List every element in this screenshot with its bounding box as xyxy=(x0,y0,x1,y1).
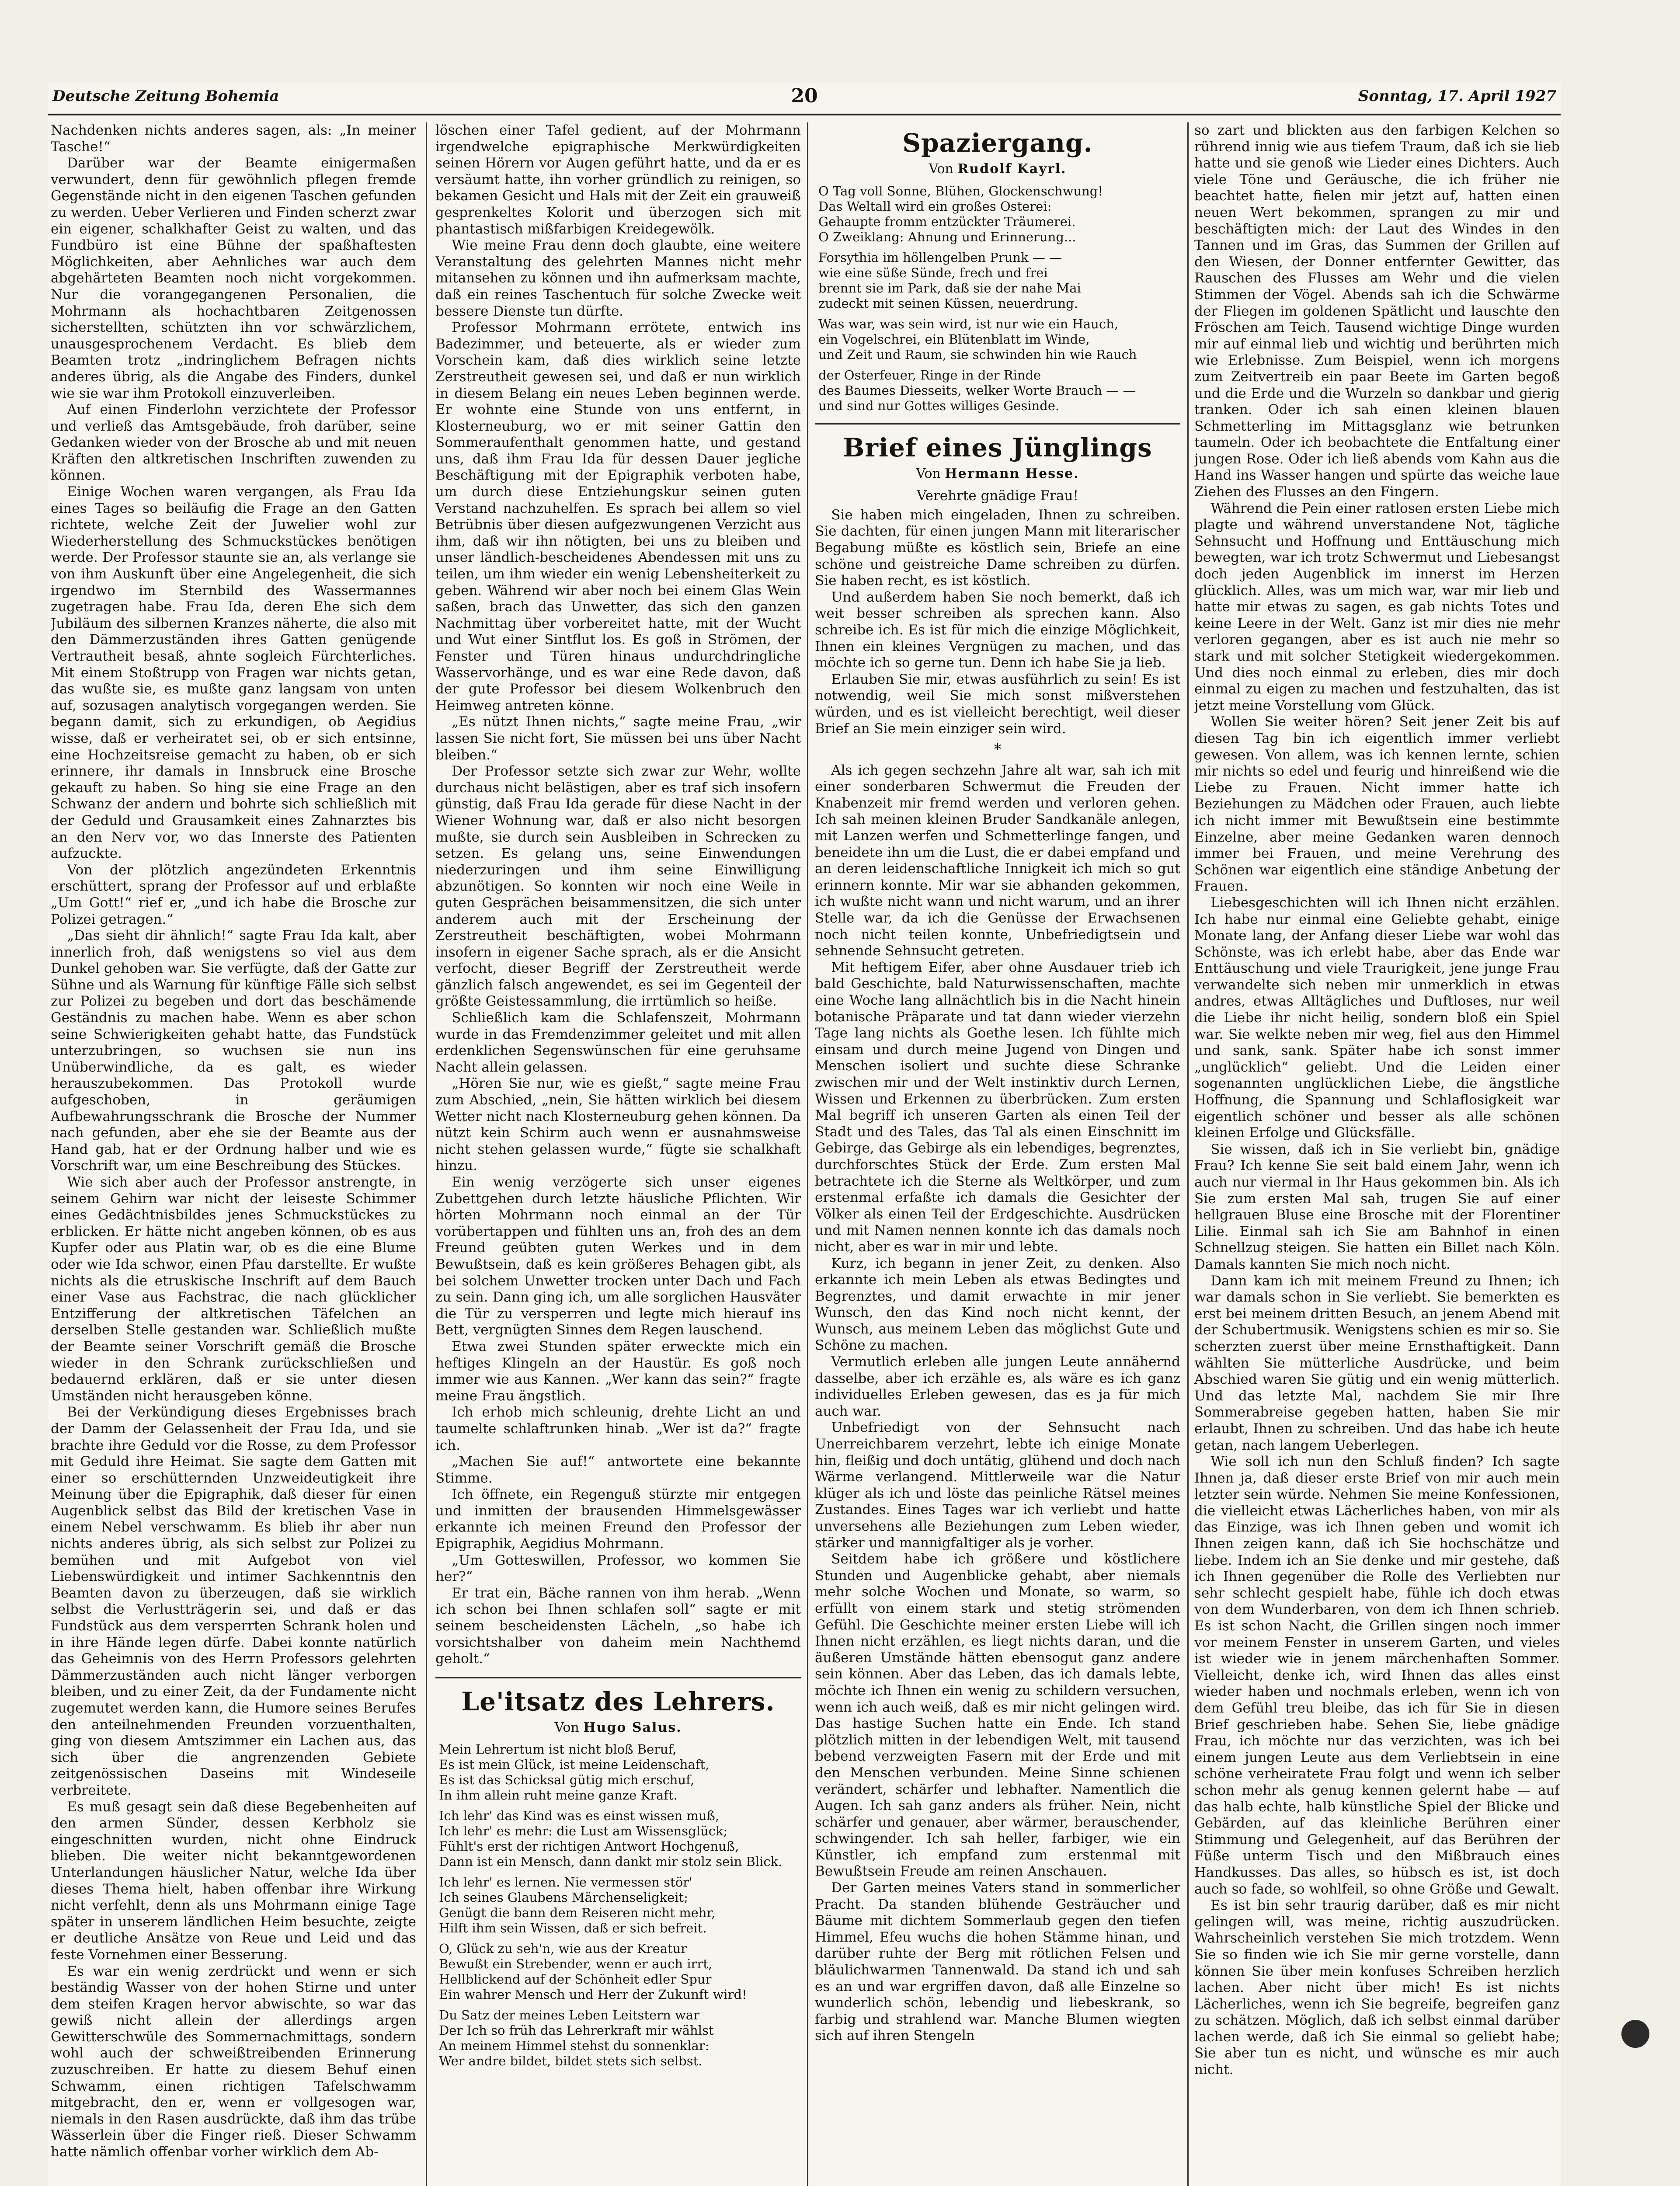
paragraph: Wie meine Frau denn doch glaubte, eine weitere Veranstaltung des gelehrten Mannes nicht mehr mitansehen zu können und ihn aufmerksam machte, daß ein reines Taschentuch für solche Zwecke weit bessere Dienste tun dürfte. xyxy=(435,237,801,319)
column-3 xyxy=(815,122,1180,2186)
verse-line: Du Satz der meines Leben Leitstern war xyxy=(439,2008,699,2023)
paragraph: löschen einer Tafel gedient, auf der Mohrmann irgendwelche epigraphische Merkwürdigkeiten seinen Hörern vor Augen geführt hatte, und da er es versäumt hatte, ihn vorher gründlich zu reinigen, so bekamen Gesicht und Hals mit der Zeit ein grauweiß gesprenkeltes Kolorit und überzogen sich mit phantastisch mißfarbigen Kreidegewölk. xyxy=(435,122,801,237)
verse-line: Es ist mein Glück, ist meine Leidenschaft, xyxy=(439,1757,710,1772)
poem-byline xyxy=(435,1720,801,1736)
masthead xyxy=(48,83,1561,115)
verse-line: Ein wahrer Mensch und Herr der Zukunft wird! xyxy=(439,1987,747,2002)
byline-prefix: Von xyxy=(554,1720,579,1735)
section-divider xyxy=(435,1677,801,1678)
verse-line: Was war, was sein wird, ist nur wie ein Hauch, xyxy=(818,316,1118,331)
paragraph: „Das sieht dir ähnlich!“ sagte Frau Ida kalt, aber innerlich froh, daß wenigstens so viel aus dem Dunkel gehoben war. Sie verfügte, daß der Gatte zur Sühne und als Warnung für künftige Fälle sich selbst zur Polizei zu begeben und dort das beschämende Geständnis zu machen habe. Wenn es aber schon seine Schwierigkeiten gehabt hatte, das Fundstück unterzubringen, so wuchsen sie nun ins Unüberwindliche, da es galt, es wieder herauszubekommen. Das Protokoll wurde aufgeschoben, in geräumigen Aufbewahrungsschrank die Brosche der Nummer nach gefunden, aber ehe sie der Beamte aus der Hand gab, hat er der Ordnung halber und wie es Vorschrift war, um eine Beschreibung des Stückes. xyxy=(51,928,416,1174)
verse-line: Wer andre bildet, bildet stets sich selbst. xyxy=(439,2054,703,2069)
column-1 xyxy=(51,122,416,2186)
stanza xyxy=(818,317,1180,362)
poem-author: Hugo Salus. xyxy=(583,1720,682,1735)
verse-line: Hilft ihm sein Wissen, daß er sich befreit. xyxy=(439,1921,707,1936)
verse-line: Fühlt's erst der richtigen Antwort Hochgenuß, xyxy=(439,1839,739,1854)
section-asterisk: * xyxy=(994,741,1002,759)
paragraph: Er trat ein, Bäche rannen von ihm herab. „Wenn ich schon bei Ihnen schlafen soll“ sagte er mit seinem bescheidensten Lächeln, „so habe ich vorsichtshalber von daheim mein Nachthemd geholt.“ xyxy=(435,1585,801,1667)
paragraph: Mit heftigem Eifer, aber ohne Ausdauer trieb ich bald Geschichte, bald Naturwissenschaften, machte eine Woche lang allnächtlich bis in die Nacht hinein botanische Präparate und tat dann wieder vierzehn Tage lang nichts als Goethe lesen. Ich fühlte mich einsam und durch meine Jugend von Dingen und Menschen isoliert und suchte diese Schranke zwischen mir und der Welt instinktiv durch Lernen, Wissen und Erkennen zu überbrücken. Zum ersten Mal begriff ich unseren Garten als einen Teil der Stadt und des Tales, das Tal als einen Einschnitt im Gebirge, das Gebirge als ein lebendiges, begrenztes, durchforschtes Stück der Erde. Zum ersten Mal betrachtete ich die Sterne als Weltkörper, und zum erstenmal erfaßte ich damals die Gesichter der Völker als einen Teil der Erdgeschichte. Ausdrücken und mit Namen nennen konnte ich das damals noch nicht, aber es war in mir und lebte. xyxy=(815,959,1180,1255)
paragraph: Einige Wochen waren vergangen, als Frau Ida eines Tages so beiläufig die Frage an den Gatten richtete, welche Zeit der Juwelier wohl zur Wiederherstellung des Schmuckstückes benötigen werde. Der Professor staunte sie an, als verlange sie von ihm Auskunft über eine Angelegenheit, die sich irgendwo im Sternbild des Wassermannes zugetragen habe. Frau Ida, deren Ehe sich dem Jubiläum des silbernen Kranzes näherte, die also mit den Dämmerzuständen ihres Gatten genügende Vertrautheit besaß, ahnte sogleich Fürchterliches. Mit einem Stoßtrupp von Fragen war nichts getan, das wußte sie, es mußte ganz langsam von unten auf, sozusagen analytisch vorgegangen werden. Sie begann damit, sich zu erkundigen, ob Aegidius wisse, daß er verheiratet sei, ob er sich entsinne, eine Hochzeitsreise gemacht zu haben, ob er sich erinnere, ihr damals in Innsbruck eine Brosche gekauft zu haben. So hing sie eine Frage an den Schwanz der andern und bohrte sich schließlich mit der Geduld und Grausamkeit eines Zahnarztes bis an den Nerv vor, wo das Innerste des Patienten aufzuckte. xyxy=(51,484,416,862)
verse-line: Ich lehr' es mehr: die Lust am Wissensglück; xyxy=(439,1824,728,1839)
verse-line: An meinem Himmel stehst du sonnenklar: xyxy=(439,2038,710,2054)
stanza xyxy=(439,1875,801,1936)
verse-line: Bewußt ein Strebender, wenn er auch irrt, xyxy=(439,1956,713,1972)
paragraph: Darüber war der Beamte einigermaßen verwundert, denn für gewöhnlich pflegen fremde Gegenstände nicht in den eigenen Taschen gefunden zu werden. Ueber Verlieren und Finden scherzt zwar ein eigener, schalkhafter Geist zu walten, und das Fundbüro ist eine Bühne der spaßhaftesten Möglichkeiten, aber Aehnliches war auch dem abgehärteten Beamten noch nicht vorgekommen. Nur die vorangegangenen Personalien, die Mohrmann als hochachtbaren Zeitgenossen sicherstellten, schützten ihn vor schwärzlichem, unausgesprochenem Verdacht. Es blieb dem Beamten trotz „indringlichem Befragen nichts anderes übrig, als die Angabe des Finders, dunkel wie sie war ihm Protokoll einzuverleiben. xyxy=(51,155,416,401)
verse-line: Genügt die bann dem Reiseren nicht mehr, xyxy=(439,1905,716,1921)
paragraph: Erlauben Sie mir, etwas ausführlich zu sein! Es ist notwendig, weil Sie mich sonst mißverstehen würden, und es ist vielleicht berechtigt, weil dieser Brief an Sie mein einziger sein wird. xyxy=(815,671,1180,737)
verse-line: und sind nur Gottes williges Gesinde. xyxy=(818,398,1060,413)
paragraph: „Um Gotteswillen, Professor, wo kommen Sie her?“ xyxy=(435,1552,801,1585)
stanza xyxy=(818,184,1180,245)
column-2 xyxy=(435,122,801,2186)
paragraph: Unbefriedigt von der Sehnsucht nach Unerreichbarem verzehrt, lebte ich einige Monate hin, fleißig und doch untätig, glühend und doch nach Wärme verlangend. Mittlerweile war die Natur klüger als ich und löste das peinliche Rätsel meines Zustandes. Eines Tages war ich verliebt und hatte unversehens alle Beziehungen zum Leben wieder, stärker und mannigfaltiger als je vorher. xyxy=(815,1420,1180,1551)
paragraph: Von der plötzlich angezündeten Erkenntnis erschüttert, sprang der Professor auf und erblaßte „Um Gott!“ rief er, „und ich habe die Brosche zur Polizei getragen.“ xyxy=(51,862,416,927)
issue-date: Sonntag, 17. April 1927 xyxy=(1358,87,1556,105)
paragraph: Professor Mohrmann errötete, entwich ins Badezimmer, und beteuerte, als er wieder zum Vorschein kam, daß dies wirklich seine letzte Zerstreutheit gewesen sei, und daß er nun wirklich in diesem Belang ein neues Leben beginnen werde. Er wohnte eine Stunde von uns entfernt, in Klosterneuburg, wo er mit seiner Gattin den Sommeraufenthalt genommen hatte, und gestand uns, daß ihm Frau Ida für dessen Dauer jegliche Beschäftigung mit der Epigraphik verboten habe, um durch diese Entziehungskur seinen guten Verstand nachzuhelfen. Es sprach bei allem so viel Betrübnis über diesen aufgezwungenen Verzicht aus ihm, daß wir ihn nötigten, bei uns zu bleiben und unser ländlich-bescheidenes Abendessen mit uns zu teilen, um ihm wieder ein wenig Lebensheiterkeit zu geben. Während wir aber noch bei einem Glas Wein saßen, brach das Unwetter, das sich den ganzen Nachmittag über vorbereitet hatte, mit der Wucht und Wut einer Sintflut los. Es goß in Strömen, der Fenster und Türen hinaus undurchdringliche Wasservorhänge, und es war eine Rede davon, daß der gute Professor bei diesem Wolkenbruch den Heimweg antreten könne. xyxy=(435,320,801,714)
verse-line: Der Ich so früh das Lehrerkraft mir wählst xyxy=(439,2023,714,2038)
verse-line: und Zeit und Raum, sie schwinden hin wie Rauch xyxy=(818,347,1137,362)
paragraph: „Hören Sie nur, wie es gießt,“ sagte meine Frau zum Abschied, „nein, Sie hätten wirklich bei diesem Wetter nicht nach Klosterneuburg gehen können. Da nützt kein Schirm auch wenn er ausnahmsweise nicht stehen gelassen wurde,“ fügte sie schalkhaft hinzu. xyxy=(435,1076,801,1174)
paragraph: Bei der Verkündigung dieses Ergebnisses brach der Damm der Gelassenheit der Frau Ida, und sie brachte ihre Geduld vor die Rosse, zu dem Professor mit Geduld ihre Heimat. Sie sagte dem Gatten mit einer so erschütternden Unzweideutigkeit ihre Meinung über die Epigraphik, daß dieser für einen Augenblick selbst das Bild der kretischen Vase in einem Nebel verschwamm. Es blieb ihr aber nun nichts anderes übrig, als sich selbst zur Polizei zu bemühen und mit Aufgebot von viel Liebenswürdigkeit und intimer Sachkenntnis den Beamten davon zu überzeugen, daß sie wirklich selbst die Verlustträgerin sei, und daß er das Fundstück aus dem versperrten Schrank holen und in ihre Hände legen dürfe. Dabei konnte natürlich das Geheimnis von des Herrn Professors gelehrten Dämmerzuständen auch nicht länger verborgen bleiben, und zu einer Zeit, da der Fundamente nicht zugemutet werden kann, die Humore seines Berufes den anteilnehmenden Freunden vorzuenthalten, ging von diesem Amtszimmer ein Lachen aus, das sich über die angrenzenden Gebiete zeitgenössischen Daseins mit Windeseile verbreitete. xyxy=(51,1404,416,1798)
stanza xyxy=(818,368,1180,414)
paragraph: Es war ein wenig zerdrückt und wenn er sich beständig Wasser von der hohen Stirne und unter dem steifen Kragen hervor abwischte, so war das gewiß nicht allein der allerdings argen Gewitterschwüle des Sommernachmittags, sondern wohl auch der schweißtreibenden Erinnerung zuzuschreiben. Er hatte zu diesem Behuf einen Schwamm, einen richtigen Tafelschwamm mitgebracht, den er, wenn er vollgesogen war, niemals in den Rasen ausdrückte, daß ihm das trübe Wässerlein über die Finger rieß. Dieser Schwamm hatte nämlich offenbar vorher wirklich dem Ab- xyxy=(51,1963,416,2160)
column-rule xyxy=(1187,122,1189,2186)
poem-author: Rudolf Kayrl. xyxy=(957,161,1067,177)
verse-line: brennt sie im Park, daß sie der nahe Mai xyxy=(818,280,1081,296)
paragraph: Es muß gesagt sein daß diese Begebenheiten auf den armen Sünder, dessen Kerbholz sie eingeschnitten wurden, nicht ohne Eindruck blieben. Die weiter nicht bekanntgewordenen Unterlandungen häuslicher Natur, welche Ida über dieses Thema hielt, haben offenbar ihre Wirkung nicht verfehlt, denn als uns Mohrmann einige Tage später in unserem ländlichen Heim besuchte, zeigte er deutliche Ansätze von Reue und Leid und das feste Vornehmen einer Besserung. xyxy=(51,1799,416,1963)
paragraph: Der Professor setzte sich zwar zur Wehr, wollte durchaus nicht belästigen, aber es traf sich insofern günstig, daß Frau Ida gerade für diese Nacht in der Wiener Wohnung war, daß er also nicht besorgen mußte, sie durch sein Ausbleiben in Schrecken zu setzen. Es gelang uns, seine Einwendungen niederzuringen und ihm seine Einwilligung abzunötigen. So konnten wir noch eine Weile in guten Gesprächen beisammensitzen, die sich unter anderem auch mit der Erscheinung der Zerstreutheit beschäftigten, wobei Mohrmann insofern in eigener Sache sprach, als er die Ansicht verfocht, dieser Begriff der Zerstreutheit werde gänzlich falsch angewendet, es sei im Gegenteil der größte Geistessammlung, die irrtümlich so heiße. xyxy=(435,763,801,1009)
paragraph: Und außerdem haben Sie noch bemerkt, daß ich weit besser schreiben als sprechen kann. Also schreibe ich. Es ist für mich die einzige Möglichkeit, Ihnen ein kleines Vergnügen zu machen, und das möchte ich so gerne tun. Denn ich habe Sie ja lieb. xyxy=(815,589,1180,671)
poem-title: Spaziergang. xyxy=(902,128,1093,158)
paragraph: Seitdem habe ich größere und köstlichere Stunden und Augenblicke gehabt, aber niemals mehr solche Wochen und Monate, so warm, so erfüllt von einem stark und stetig strömenden Gefühl. Die Geschichte meiner ersten Liebe will ich Ihnen nicht erzählen, es liegt nichts daran, und die äußeren Umstände hätten ebensogut ganz andere sein können. Aber das Leben, das ich damals lebte, möchte ich Ihnen ein wenig zu schildern versuchen, wenn ich auch weiß, daß es mir nicht gelingen wird. Das hastige Suchen hatte ein Ende. Ich stand plötzlich mitten in der lebendigen Welt, mit tausend bebend verzweigten Fasern mit der Erde und mit den Menschen verbunden. Meine Sinne schienen verändert, schärfer und lebhafter. Namentlich die Augen. Ich sah ganz anders als früher. Nein, nicht schärfer und genauer, aber wärmer, berauschender, schwingender. Ich sah heller, farbiger, wie ein Künstler, ich empfand zum erstenmal mit Bewußtsein Freude am reinen Anschauen. xyxy=(815,1551,1180,1880)
stanza xyxy=(818,250,1180,311)
verse-line: wie eine süße Sünde, frech und frei xyxy=(818,265,1048,280)
paragraph: Ich erhob mich schleunig, drehte Licht an und taumelte schlaftrunken hinab. „Wer ist da?“ fragte ich. xyxy=(435,1404,801,1453)
article-byline xyxy=(815,466,1180,482)
byline-prefix: Von xyxy=(916,466,941,481)
verse-line: Ich seines Glaubens Märchenseligkeit; xyxy=(439,1890,688,1905)
scan-mark xyxy=(1621,2020,1649,2048)
verse-line: Ich lehr' es lernen. Nie vermessen stör' xyxy=(439,1875,693,1890)
paragraph: Dann kam ich mit meinem Freund zu Ihnen; ich war damals schon in Sie verliebt. Sie bemerkten es erst bei meinem dritten Besuch, an jenem Abend mit der Schubertmusik. Wenigstens schien es mir so. Sie scherzten zuerst über meine Ernsthaftigkeit. Dann wählten Sie mütterliche Ausdrücke, und beim Abschied waren Sie gütig und ein wenig mütterlich. Und das letzte Mal, nachdem Sie mir Ihre Sommerabreise gegeben hatten, haben Sie mir erlaubt, Ihnen zu schreiben. Und das habe ich heute getan, nach langem Ueberlegen. xyxy=(1194,1273,1560,1453)
article-title: Brief eines Jünglings xyxy=(843,432,1152,463)
verse-line: Gehaupte fromm entzückter Träumerei. xyxy=(818,214,1076,229)
verse-line: O Tag voll Sonne, Blühen, Glockenschwung! xyxy=(818,183,1103,198)
paragraph: Als ich gegen sechzehn Jahre alt war, sah ich mit einer sonderbaren Schwermut die Freuden der Knabenzeit mir fremd werden und verloren gehen. Ich sah meinen kleinen Bruder Sandkanäle anlegen, mit Lanzen werfen und Schmetterlinge fangen, und beneidete ihn um die Lust, die er dabei empfand und an deren leidenschaftliche Innigkeit ich mich so gut erinnern konnte. Mir war sie abhanden gekommen, ich wußte nicht wann und nicht warum, und an ihrer Stelle war, da ich die Genüsse der Erwachsenen noch nicht teilen konnte, Unbefriedigtsein und sehnende Sehnsucht getreten. xyxy=(815,762,1180,959)
poem-title: Le'itsatz des Lehrers. xyxy=(461,1686,775,1716)
column-rule xyxy=(807,122,808,2186)
newspaper-name: Deutsche Zeitung Bohemia xyxy=(52,87,279,105)
paragraph: „Machen Sie auf!“ antwortete eine bekannte Stimme. xyxy=(435,1454,801,1486)
verse-line: zudeckt mit seinen Küssen, neuerdrung. xyxy=(818,296,1078,311)
paragraph: Etwa zwei Stunden später erweckte mich ein heftiges Klingeln an der Haustür. Es goß noch immer wie aus Kannen. „Wer kann das sein?“ fragte meine Frau ängstlich. xyxy=(435,1338,801,1404)
paragraph: Ich öffnete, ein Regenguß stürzte mir entgegen und inmitten der brausenden Himmelsgewässer erkannte ich meinen Freund den Professor der Epigraphik, Aegidius Mohrmann. xyxy=(435,1486,801,1552)
paragraph: Während die Pein einer ratlosen ersten Liebe mich plagte und während unverstandene Not, tägliche Sehnsucht und Hoffnung und Enttäuschung mich bewegten, war ich trotz Schwermut und Liebesangst doch jeden Augenblick im innerst im Herzen glücklich. Alles, was um mich war, war mir lieb und hatte mir etwas zu sagen, es gab nichts Totes und keine Leere in der Welt. Ganz ist mir dies nie mehr verloren gegangen, aber es ist auch nie mehr so stark und mit solcher Stetigkeit wiedergekommen. Und dies noch einmal zu erleben, dies mir doch einmal zu eigen zu machen und festzuhalten, das ist jetzt meine Vorstellung vom Glück. xyxy=(1194,500,1560,714)
article-author: Hermann Hesse. xyxy=(945,466,1079,481)
verse-line: O Zweiklang: Ahnung und Erinnerung... xyxy=(818,229,1076,244)
poem-spaziergang xyxy=(818,184,1180,414)
byline-prefix: Von xyxy=(929,161,953,177)
verse-line: O, Glück zu seh'n, wie aus der Kreatur xyxy=(439,1941,687,1956)
paragraph: Wollen Sie weiter hören? Seit jener Zeit bis auf diesen Tag bin ich eigentlich immer verliebt gewesen. Von allem, was ich kennen lernte, schien mir nichts so edel und feurig und hinreißend wie die Liebe zu Frauen. Nicht immer hatte ich Beziehungen zu Mädchen oder Frauen, auch liebte ich nicht immer mit Bewußtsein eine bestimmte Einzelne, aber meine Gedanken waren dennoch immer bei Frauen, und meine Verehrung des Schönen war eigentlich eine ständige Anbetung der Frauen. xyxy=(1194,714,1560,895)
stanza xyxy=(439,1941,801,2002)
verse-line: des Baumes Diesseits, welker Worte Brauch — — xyxy=(818,383,1136,398)
paragraph: Vermutlich erleben alle jungen Leute annähernd dasselbe, aber ich erzähle es, als wäre es ich ganz individuelles Erleben gewesen, das es ja für mich auch war. xyxy=(815,1354,1180,1419)
paragraph: „Es nützt Ihnen nichts,“ sagte meine Frau, „wir lassen Sie nicht fort, Sie müssen bei uns über Nacht bleiben.“ xyxy=(435,714,801,763)
verse-line: Ich lehr' das Kind was es einst wissen muß, xyxy=(439,1808,720,1824)
poem-byline xyxy=(815,161,1180,178)
poem-lehrer xyxy=(439,1742,801,2069)
verse-line: Es ist das Schicksal gütig mich erschuf, xyxy=(439,1772,695,1788)
paragraph: Kurz, ich begann in jener Zeit, zu denken. Also erkannte ich mein Leben als etwas Bedingtes und Begrenztes, und damit erwachte in mir jener Wunsch, den das Kind noch nicht kennt, der Wunsch, aus meinem Leben das möglichst Gute und Schöne zu machen. xyxy=(815,1255,1180,1354)
verse-line: ein Vogelschrei, ein Blütenblatt im Winde, xyxy=(818,331,1090,347)
paragraph: so zart und blickten aus den farbigen Kelchen so rührend innig wie aus tiefem Traum, daß ich sie lieb hatte und sie genoß wie Lieder eines Dichters. Auch viele Töne und Geräusche, die ich früher nie beachtet hatte, fielen mir jetzt auf, hatten einen neuen Wert bekommen, sprangen zu mir und beschäftigten mich: der Laut des Windes in den Tannen und im Gras, das Summen der Grillen auf den Wiesen, der Donner entfernter Gewitter, das Rauschen des Flusses am Wehr und die vielen Stimmen der Vögel. Abends sah ich die Schwärme der Fliegen im goldenen Spätlicht und lauschte den Fröschen am Teich. Tausend wichtige Dinge wurden mir auf einmal lieb und wichtig und berührten mich wie Erlebnisse. Zum Beispiel, wenn ich morgens zum Zeitvertreib ein paar Beete im Garten begoß und die Erde und die Wurzeln so dankbar und gierig tranken. Oder ich sah einen kleinen blauen Schmetterling im Mittagsglanz wie betrunken taumeln. Oder ich beobachtete die Entfaltung einer jungen Rose. Oder ich ließ abends vom Kahn aus die Hand ins Wasser hangen und spürte das weiche laue Ziehen des Flusses an den Fingern. xyxy=(1194,122,1560,500)
paragraph: Der Garten meines Vaters stand in sommerlicher Pracht. Da standen blühende Gesträucher und Bäume mit dichtem Sommerlaub gegen den tiefen Himmel, Efeu wuchs die hohen Stämme hinan, und darüber ruhte der Berg mit rötlichen Felsen und bläulichwarmen Tannenwald. Da stand ich und sah es an und war ergriffen davon, daß alle Einzelne so wunderlich schön, lebendig und liebeskrank, so farbig und strahlend war. Manche Blumen wiegten sich auf ihren Stengeln xyxy=(815,1880,1180,2044)
stanza xyxy=(439,1808,801,1869)
paragraph: Nachdenken nichts anderes sagen, als: „In meiner Tasche!“ xyxy=(51,122,416,155)
stanza xyxy=(439,2008,801,2069)
verse-line: Dann ist ein Mensch, dann dankt mir stolz sein Blick. xyxy=(439,1854,783,1869)
verse-line: Mein Lehrertum ist nicht bloß Beruf, xyxy=(439,1742,677,1757)
paragraph: Wie sich aber auch der Professor anstrengte, in seinem Gehirn war nicht der leiseste Schimmer eines Gedächtnisbildes jenes Schmuckstückes zu erblicken. Er hätte nicht angeben können, ob es aus Kupfer oder aus Platin war, ob es die eine Blume oder wie Ida schwor, einen Pfau darstellte. Er wußte nichts als die etruskische Inschrift auf dem Bauch einer Vase aus Fachstrac, die nach glücklicher Entzifferung der altkretischen Täfelchen an derselben Stelle gestanden war. Schließlich mußte der Beamte seiner Vorschrift gemäß die Brosche wieder in den Schrank zurückschließen und bedauernd erklären, daß er sie unter diesen Umständen nicht herausgeben könne. xyxy=(51,1174,416,1404)
paragraph: Es ist bin sehr traurig darüber, daß es mir nicht gelingen will, was meine, richtig auszudrücken. Wahrscheinlich verstehen Sie mich trotzdem. Wenn Sie so finden wie ich Sie mir gerne vorstelle, dann können Sie über mein konfuses Schreiben herzlich lachen. Aber nicht über mich! Es ist nichts Lächerliches, wenn ich Sie begreife, begreifen ganz zu schätzen. Möglich, daß ich selbst einmal darüber lachen werde, daß ich Sie einmal so geliebt habe; Sie aber tun es nicht, und wünsche es mir auch nicht. xyxy=(1194,1897,1560,2078)
verse-line: Forsythia im höllengelben Prunk — — xyxy=(818,250,1062,265)
letter-salutation: Verehrte gnädige Frau! xyxy=(917,488,1078,504)
paragraph: Wie soll ich nun den Schluß finden? Ich sagte Ihnen ja, daß dieser erste Brief von mir auch mein letzter sein würde. Nehmen Sie meine Konfessionen, die vielleicht etwas Lächerliches haben, von mir als das Einzige, was ich Ihnen geben und womit ich Ihnen zeigen kann, daß ich Sie hochschätze und liebe. Indem ich an Sie denke und mir gestehe, daß ich Ihnen gegenüber die Rolle des Verliebten nur sehr schlecht gespielt habe, fühle ich doch etwas von dem Wunderbaren, von dem ich Ihnen schrieb. Es ist schon Nacht, die Grillen singen noch immer vor meinem Fenster in unserem Garten, und vieles ist wieder wie in jenem märchenhaften Sommer. Vielleicht, denke ich, wird Ihnen das alles einst wieder haben und nochmals erleben, wenn ich von dem Gefühl treu bleibe, das ich für Sie in diesen Brief geschrieben habe. Sehen Sie, liebe gnädige Frau, ich möchte nur das verzichten, was ich bei einem jungen Leute aus dem Verliebtsein in eine schöne verheiratete Frau folgt und wenn ich selber schon mehr als genug kennen gelernt habe — auf das halb echte, halb künstliche Spiel der Blicke und Gebärden, auf das kleinliche Berühren einer Stimmung und Gelegenheit, auf das Berühren der Füße unterm Tisch und den Mißbrauch eines Handkusses. Das alles, so hübsch es ist, ist doch auch so fade, so wohlfeil, so ohne Größe und Gewalt. xyxy=(1194,1454,1560,1897)
newspaper-page xyxy=(48,83,1561,2186)
paragraph: Ein wenig verzögerte sich unser eigenes Zubettgehen durch letzte häusliche Pflichten. Wir hörten Mohrmann noch einmal an der Tür vorübertappen und fühlten uns an, froh des an dem Freund geübten guten Werkes und in dem Bewußtsein, daß es kein größeres Behagen gibt, als bei solchem Unwetter trocken unter Dach und Fach zu sein. Dann ging ich, um alle sorglichen Hausväter die Tür zu versperren und legte mich hierauf ins Bett, vergnügten Sinnes dem Regen lauschend. xyxy=(435,1174,801,1338)
column-rule xyxy=(426,122,427,2186)
paragraph: Auf einen Finderlohn verzichtete der Professor und verließ das Amtsgebäude, froh darüber, seine Gedanken wieder von der Brosche ab und mit neuen Kräften den altkretischen Inschriften zuwenden zu können. xyxy=(51,402,416,484)
verse-line: der Osterfeuer, Ringe in der Rinde xyxy=(818,367,1041,383)
paragraph: Schließlich kam die Schlafenszeit, Mohrmann wurde in das Fremdenzimmer geleitet und mit allen erdenklichen Segenswünschen für eine geruhsame Nacht allein gelassen. xyxy=(435,1010,801,1075)
paragraph: Sie wissen, daß ich in Sie verliebt bin, gnädige Frau? Ich kenne Sie seit bald einem Jahr, wenn ich auch nur viermal in Ihr Haus gekommen bin. Als ich Sie zum ersten Mal sah, trugen Sie auf einer hellgrauen Bluse eine Brosche mit der Florentiner Lilie. Einmal sah ich Sie am Bahnhof in einen Schnellzug steigen. Sie hatten ein Billet nach Köln. Damals kannten Sie mich noch nicht. xyxy=(1194,1141,1560,1272)
verse-line: Hellblickend auf der Schönheit edler Spur xyxy=(439,1972,712,1987)
page-number: 20 xyxy=(791,85,818,107)
verse-line: In ihm allein ruht meine ganze Kraft. xyxy=(439,1788,678,1803)
column-4 xyxy=(1194,122,1560,2186)
verse-line: Das Weltall wird ein großes Osterei: xyxy=(818,198,1052,214)
section-divider xyxy=(815,423,1180,425)
paragraph: Sie haben mich eingeladen, Ihnen zu schreiben. Sie dachten, für einen jungen Mann mit literarischer Begabung müßte es köstlich sein, Briefe an eine schöne und geistreiche Dame schreiben zu dürfen. Sie haben recht, es ist köstlich. xyxy=(815,507,1180,589)
stanza xyxy=(439,1742,801,1803)
paragraph: Liebesgeschichten will ich Ihnen nicht erzählen. Ich habe nur einmal eine Geliebte gehabt, einige Monate lang, der Anfang dieser Liebe war wohl das Schönste, was ich erlebt habe, aber das Ende war Enttäuschung und viele Traurigkeit, jene junge Frau verwandelte sich neben mir unmerklich in etwas andres, etwas Alltägliches und Duftloses, nur weil die Liebe ihr nicht heilig, sondern bloß ein Spiel war. Sie welkte neben mir weg, fiel aus den Himmel und sank, sank. Später habe ich sonst immer „unglücklich“ geliebt. Und die Leiden einer sogenannten unglücklichen Liebe, die ängstliche Hoffnung, die Spannung und Schlaflosigkeit war eigentlich schöner und besser als alle schönen kleinen Erfolge und Glücksfälle. xyxy=(1194,895,1560,1141)
